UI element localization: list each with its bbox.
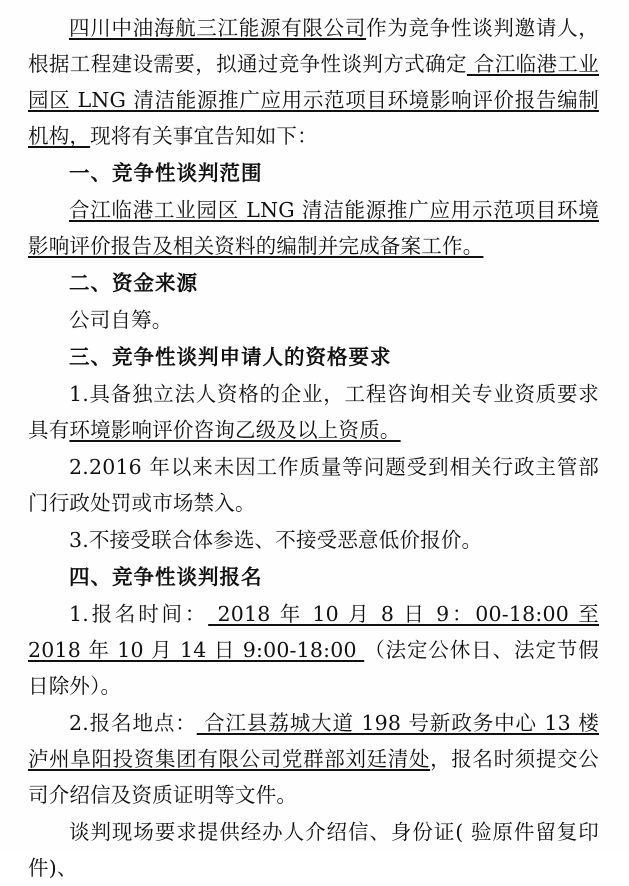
text-run: 公司自筹。 — [69, 308, 173, 332]
underlined-text: 合江临港工业园区 LNG 清洁能源推广应用示范项目环境影响评价报告编制机构， — [28, 52, 600, 148]
text-run: 四、竞争性谈判报名 — [69, 565, 263, 589]
underlined-text: 合江临港工业园区 LNG 清洁能源推广应用示范项目环境影响评价报告及相关资料的编制并完成备案工作。 — [28, 198, 599, 258]
section-heading — [28, 155, 599, 191]
underlined-text: 2018 年 10 月 8 日 9：00-18:00 至 — [208, 602, 599, 626]
paragraph — [28, 449, 599, 521]
underlined-text: 环境影响评价咨询乙级及以上资质。 — [69, 418, 401, 442]
text-run: 1.报名时间： — [69, 602, 209, 626]
text-run: 谈判现场要求提供经办人介绍信、身份证( 验原件留复印件)、 — [28, 820, 599, 880]
text-run: （法定公休日、法定节假日除外）。 — [28, 638, 599, 698]
underlined-text: 四川中油海航三江能源有限公司 — [69, 16, 367, 40]
document-body — [28, 10, 599, 886]
paragraph — [28, 302, 599, 338]
text-run: 2.报名地点： — [69, 711, 197, 735]
paragraph — [28, 376, 599, 448]
section-heading — [28, 559, 599, 595]
text-run: 三、竞争性谈判申请人的资格要求 — [69, 345, 392, 369]
paragraph — [28, 596, 599, 704]
text-run: 1.具备独立法人资格的企业，工程咨询相关专业资质要求具有 — [28, 382, 599, 442]
text-run: 一、竞争性谈判范围 — [69, 161, 263, 185]
paragraph — [28, 10, 599, 154]
text-run: 3.不接受联合体参选、不接受恶意低价报价。 — [69, 528, 483, 552]
paragraph — [28, 705, 599, 813]
text-run: 二、资金来源 — [69, 271, 198, 295]
text-run: ，报名时须提交公司介绍信及资质证明等文件。 — [28, 747, 599, 807]
section-heading — [28, 265, 599, 301]
section-heading — [28, 339, 599, 375]
text-run: 作为竞争性谈判邀请人，根据工程建设需要，拟通过竞争性谈判方式确定 — [28, 16, 599, 76]
underlined-text: 合江县荔城大道 198 号新政务中心 13 楼泸州阜阳投资集团有限公司党群部刘廷清处 — [28, 711, 599, 771]
paragraph — [28, 814, 599, 886]
paragraph — [28, 522, 599, 558]
text-run: 2.2016 年以来未因工作质量等问题受到相关行政主管部门行政处罚或市场禁入。 — [28, 455, 599, 515]
text-run: 现将有关事宜告知如下： — [90, 124, 318, 148]
paragraph — [28, 192, 599, 264]
underlined-text: 2018 年 10 月 14 日 9:00-18:00 — [28, 638, 365, 662]
